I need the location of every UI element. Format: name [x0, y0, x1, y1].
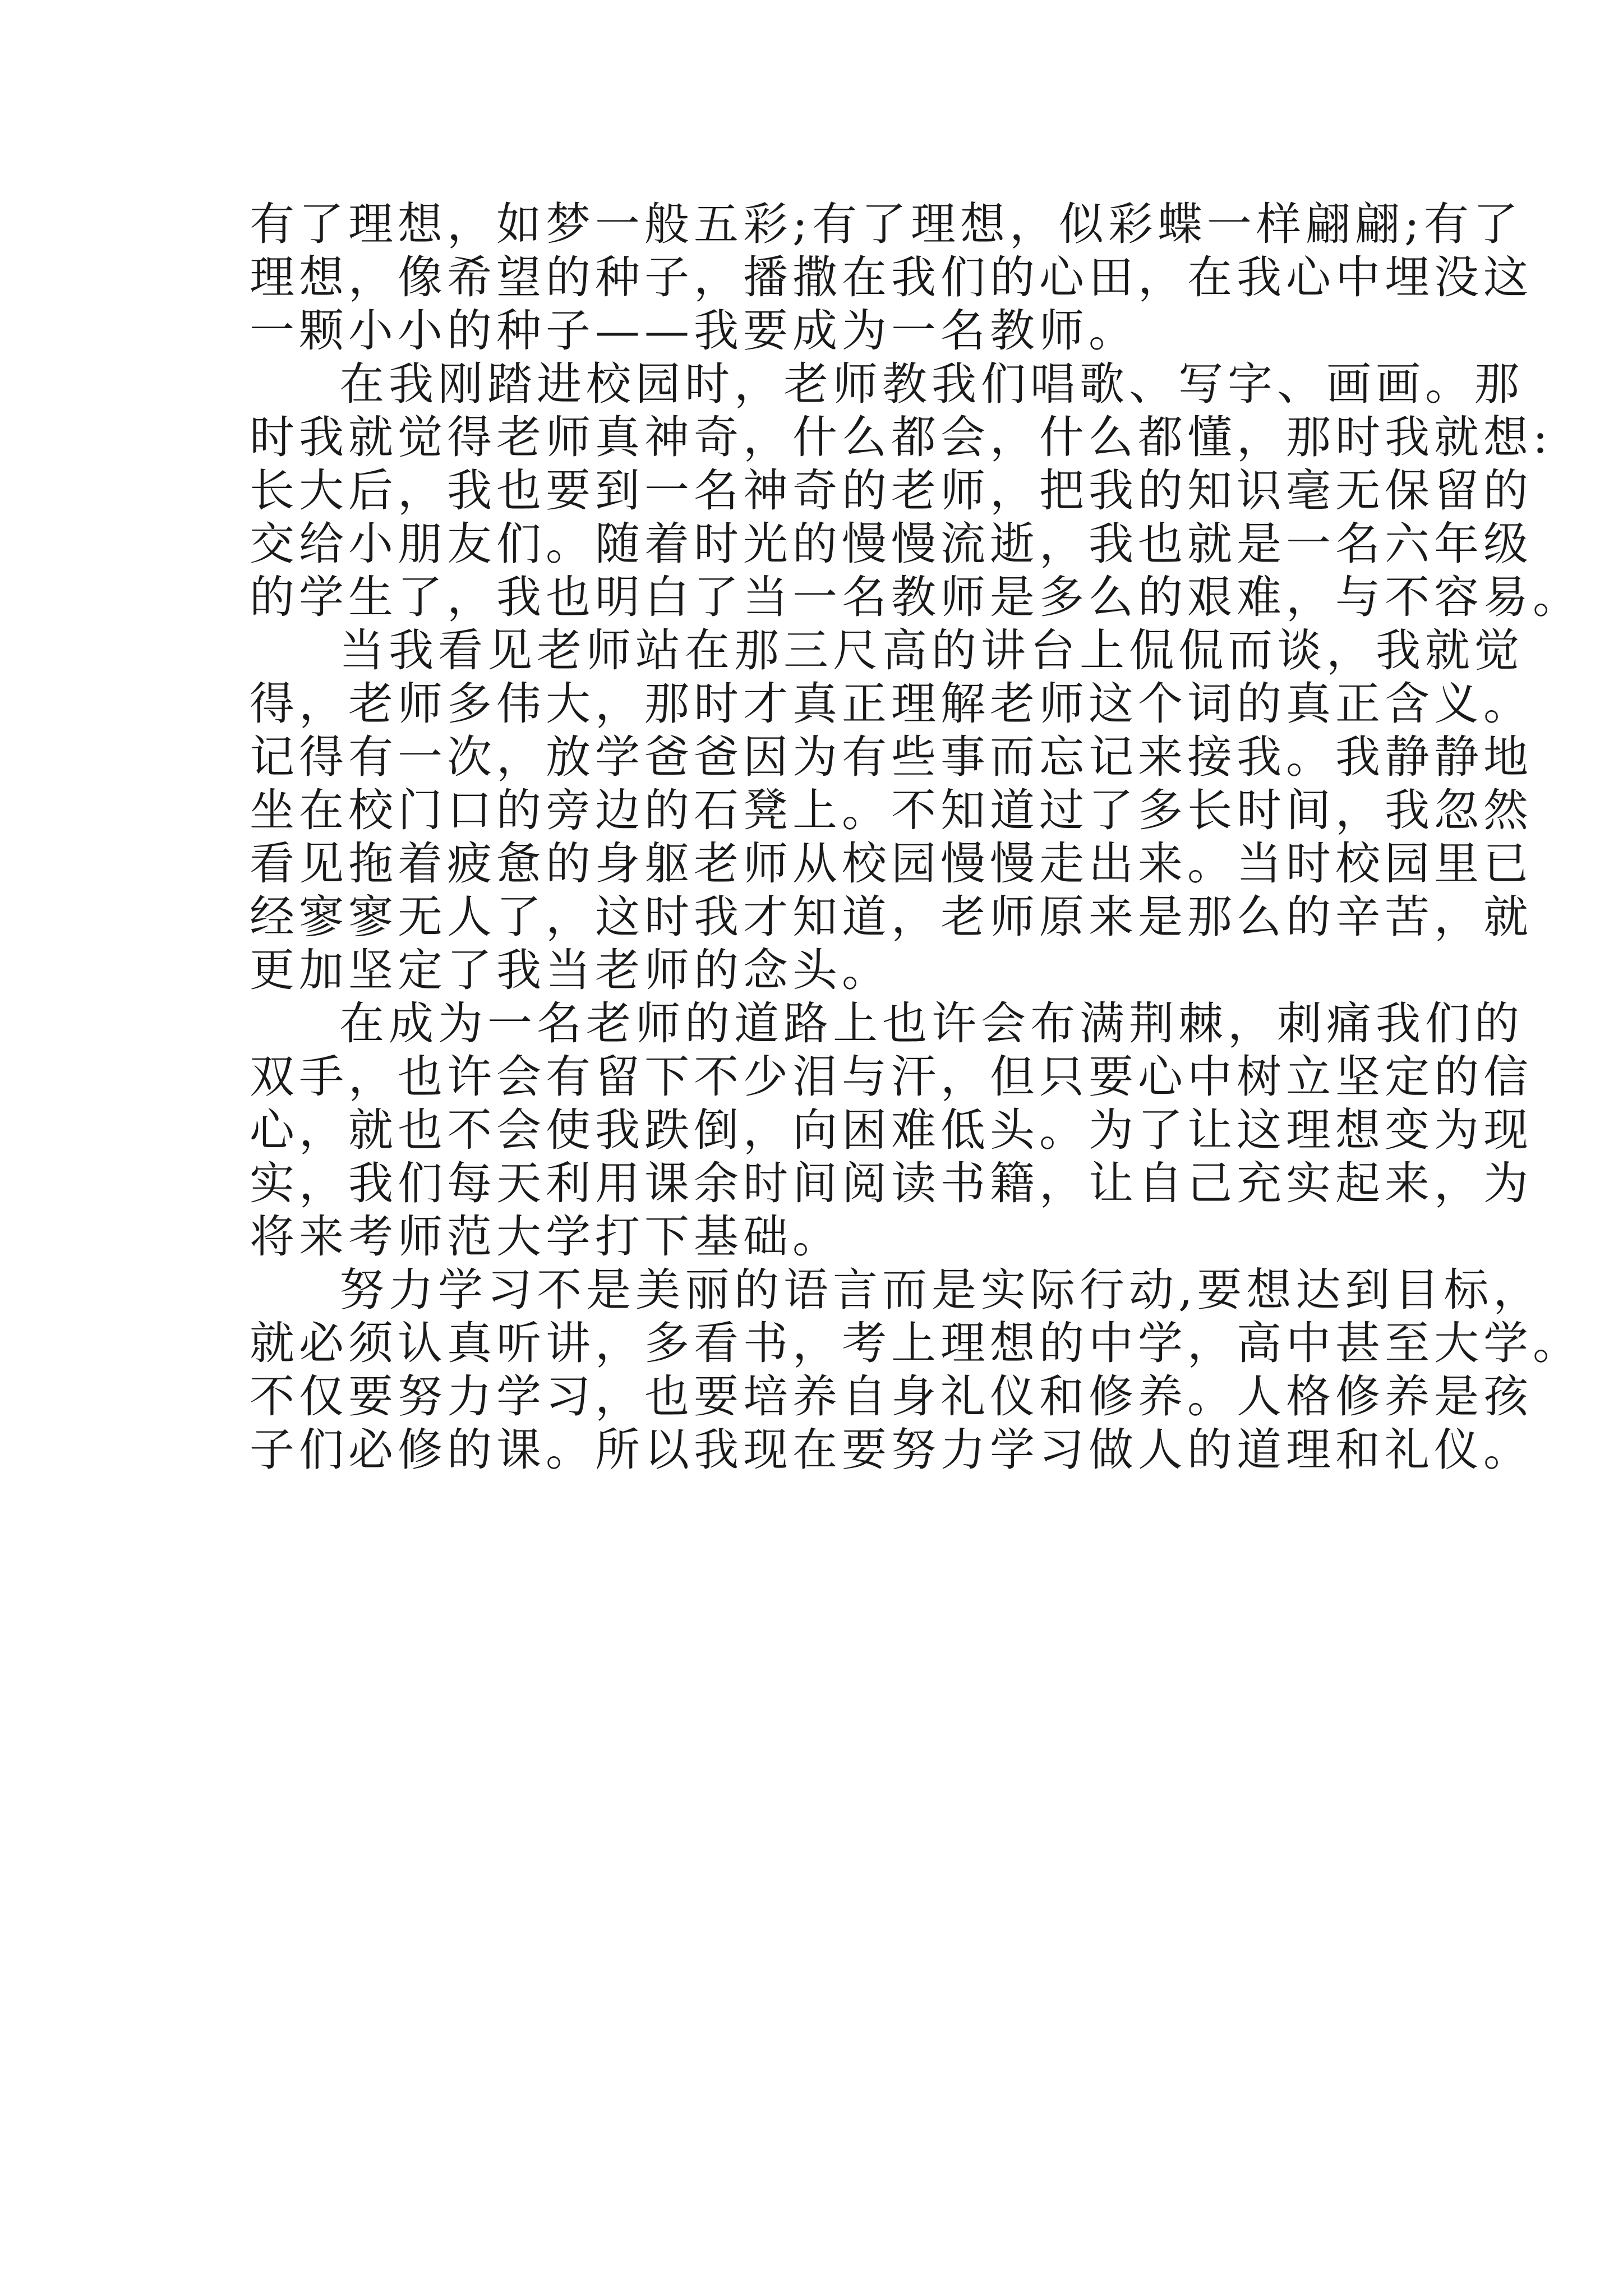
- text-line: 将来考师范大学打下基础。: [250, 1211, 842, 1263]
- text-line: 子们必修的课。所以我现在要努力学习做人的道理和礼仪。: [250, 1424, 1533, 1476]
- text-line: 在我刚踏进校园时，老师教我们唱歌、写字、画画。那: [339, 358, 1524, 410]
- text-line: 当我看见老师站在那三尺高的讲台上侃侃而谈，我就觉: [339, 624, 1524, 677]
- text-line: 的学生了，我也明白了当一名教师是多么的艰难，与不容易。: [250, 571, 1582, 623]
- text-line: 心，就也不会使我跌倒，向困难低头。为了让这理想变为现: [250, 1104, 1533, 1156]
- text-line: 理想，像希望的种子，播撒在我们的心田，在我心中埋没这: [250, 251, 1533, 303]
- paragraph-4: [250, 997, 1533, 1263]
- text-line: 在成为一名老师的道路上也许会布满荆棘，刺痛我们的: [339, 997, 1524, 1050]
- text-line: 长大后，我也要到一名神奇的老师，把我的知识毫无保留的: [250, 464, 1533, 517]
- paragraph-3: [250, 624, 1533, 997]
- text-line: 经寥寥无人了，这时我才知道，老师原来是那么的辛苦，就: [250, 891, 1533, 943]
- text-line: 时我就觉得老师真神奇，什么都会，什么都懂，那时我就想:: [250, 411, 1552, 463]
- text-line: 实，我们每天利用课余时间阅读书籍，让自己充实起来，为: [250, 1157, 1533, 1209]
- text-line: 努力学习不是美丽的语言而是实际行动,要想达到目标，: [339, 1264, 1543, 1316]
- text-line: 坐在校门口的旁边的石凳上。不知道过了多长时间，我忽然: [250, 784, 1533, 836]
- text-line: 得，老师多伟大，那时才真正理解老师这个词的真正含义。: [250, 678, 1533, 730]
- paragraph-1: [250, 197, 1533, 357]
- text-line: 记得有一次，放学爸爸因为有些事而忘记来接我。我静静地: [250, 731, 1533, 783]
- text-line: 就必须认真听讲，多看书，考上理想的中学，高中甚至大学。: [250, 1317, 1582, 1369]
- text-line: 不仅要努力学习，也要培养自身礼仪和修养。人格修养是孩: [250, 1370, 1533, 1423]
- paragraph-2: [250, 357, 1582, 624]
- text-line: 有了理想，如梦一般五彩;有了理想，似彩蝶一样翩翩;有了: [250, 198, 1523, 250]
- text-line: 一颗小小的种子——我要成为一名教师。: [250, 305, 1138, 357]
- paragraph-5: [250, 1263, 1582, 1476]
- text-line: 交给小朋友们。随着时光的慢慢流逝，我也就是一名六年级: [250, 518, 1533, 570]
- essay-body: [250, 197, 1582, 1476]
- text-line: 看见拖着疲惫的身躯老师从校园慢慢走出来。当时校园里已: [250, 838, 1533, 890]
- text-line: 更加坚定了我当老师的念头。: [250, 944, 891, 996]
- text-line: 双手，也许会有留下不少泪与汗，但只要心中树立坚定的信: [250, 1051, 1533, 1103]
